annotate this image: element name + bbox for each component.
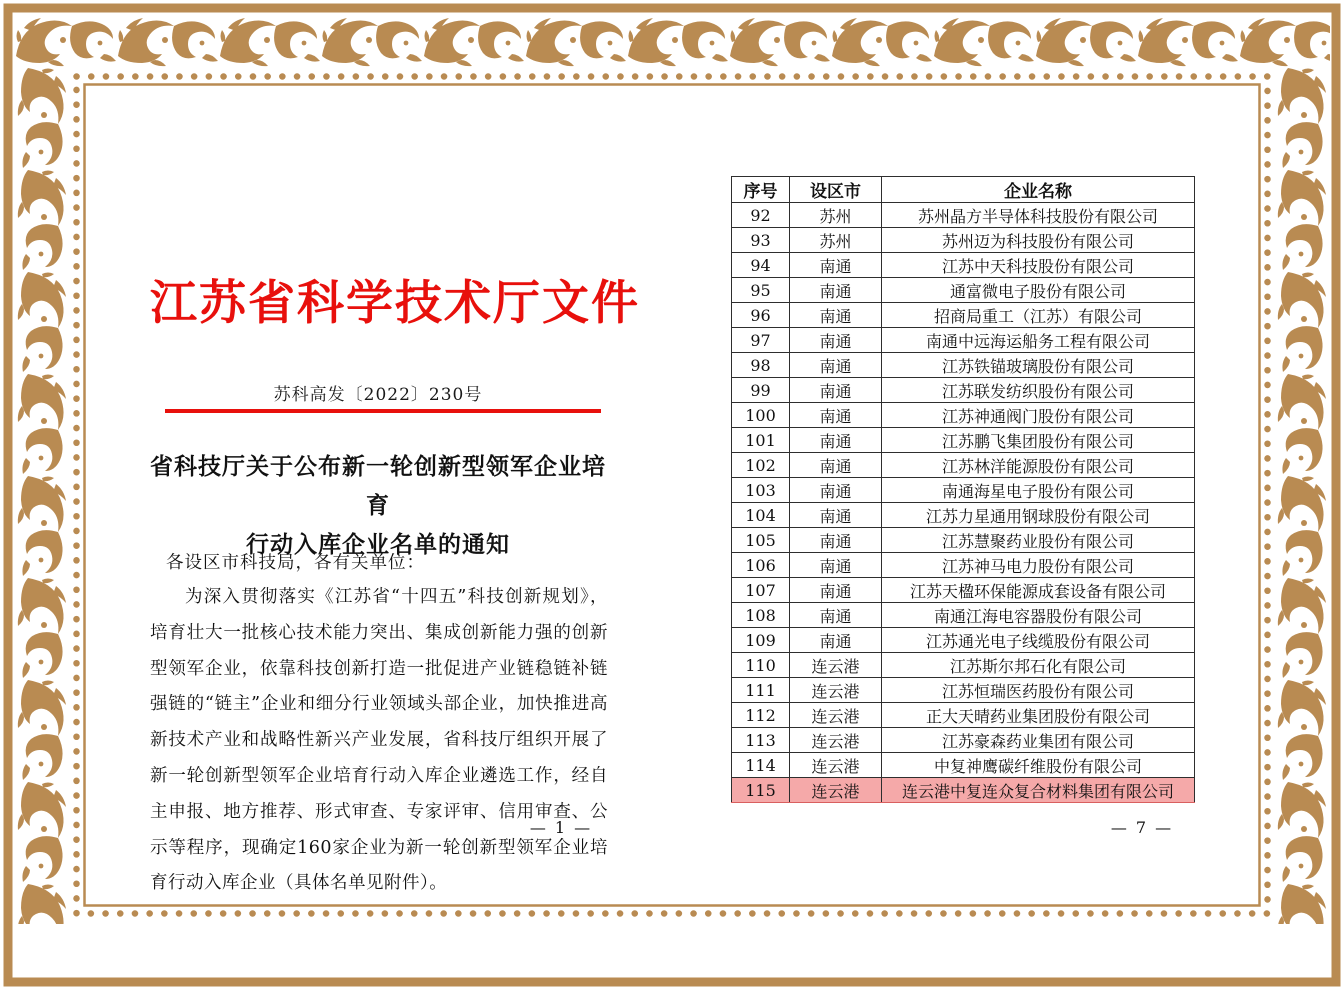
page-number-right: — 7 — [1110, 818, 1174, 837]
company-name-cell: 南通海星电子股份有限公司 [882, 478, 1195, 503]
city-cell: 连云港 [790, 728, 882, 753]
city-cell: 连云港 [790, 703, 882, 728]
table-row [732, 653, 1195, 678]
table-row [732, 578, 1195, 603]
table-row [732, 753, 1195, 778]
company-name-cell: 江苏联发纺织股份有限公司 [882, 378, 1195, 403]
company-name-cell: 江苏铁锚玻璃股份有限公司 [882, 353, 1195, 378]
letterhead-title: 江苏省科学技术厅文件 [150, 276, 640, 331]
city-cell: 南通 [790, 603, 882, 628]
company-name-cell: 江苏通光电子线缆股份有限公司 [882, 628, 1195, 653]
row-number: 97 [732, 328, 790, 353]
table-row [732, 728, 1195, 753]
row-number: 105 [732, 528, 790, 553]
company-name-cell: 江苏林洋能源股份有限公司 [882, 453, 1195, 478]
body-paragraph: 为深入贯彻落实《江苏省“十四五”科技创新规划》，培育壮大一批核心技术能力突出、集成创新能力强的创新型领军企业，依靠科技创新打造一批促进产业链稳链补链强链的“链主”企业和细分行业领域头部企业，加快推进高新技术产业和战略性新兴产业发展，省科技厅组织开展了新一轮创新型领军企业培育行动入库企业遴选工作，经自主申报、地方推荐、形式审查、专家评审、信用审查、公示等程序，现确定160家企业为新一轮创新型领军企业培育行动入库企业（具体名单见附件）。 [150, 587, 608, 894]
company-name-cell: 江苏神马电力股份有限公司 [882, 553, 1195, 578]
table-row [732, 203, 1195, 228]
table-row [732, 678, 1195, 703]
row-number: 106 [732, 553, 790, 578]
company-name-cell: 江苏力星通用钢球股份有限公司 [882, 503, 1195, 528]
table-row [732, 778, 1195, 803]
row-number: 95 [732, 278, 790, 303]
company-table-body [732, 203, 1195, 803]
table-row [732, 353, 1195, 378]
city-cell: 连云港 [790, 653, 882, 678]
notice-title [150, 448, 606, 565]
row-number: 98 [732, 353, 790, 378]
company-name-cell: 通富微电子股份有限公司 [882, 278, 1195, 303]
row-number: 102 [732, 453, 790, 478]
row-number: 101 [732, 428, 790, 453]
company-name-cell: 江苏豪森药业集团有限公司 [882, 728, 1195, 753]
city-cell: 南通 [790, 578, 882, 603]
row-number: 115 [732, 778, 790, 803]
city-cell: 连云港 [790, 778, 882, 803]
row-number: 100 [732, 403, 790, 428]
column-header-1: 设区市 [790, 177, 882, 203]
city-cell: 南通 [790, 503, 882, 528]
row-number: 109 [732, 628, 790, 653]
row-number: 99 [732, 378, 790, 403]
table-row [732, 328, 1195, 353]
city-cell: 南通 [790, 628, 882, 653]
row-number: 107 [732, 578, 790, 603]
notice-title-line-1: 省科技厅关于公布新一轮创新型领军企业培育 [150, 454, 606, 519]
salutation: 各设区市科技局，各有关单位： [166, 553, 425, 573]
document-number: 苏科高发〔2022〕230号 [273, 385, 483, 405]
row-number: 104 [732, 503, 790, 528]
company-name-cell: 南通江海电容器股份有限公司 [882, 603, 1195, 628]
row-number: 114 [732, 753, 790, 778]
table-row [732, 528, 1195, 553]
city-cell: 南通 [790, 453, 882, 478]
table-row [732, 478, 1195, 503]
city-cell: 南通 [790, 528, 882, 553]
table-row [732, 253, 1195, 278]
city-cell: 苏州 [790, 228, 882, 253]
row-number: 112 [732, 703, 790, 728]
table-row [732, 453, 1195, 478]
company-name-cell: 江苏天楹环保能源成套设备有限公司 [882, 578, 1195, 603]
city-cell: 南通 [790, 303, 882, 328]
company-name-cell: 江苏中天科技股份有限公司 [882, 253, 1195, 278]
table-row [732, 228, 1195, 253]
city-cell: 南通 [790, 278, 882, 303]
table-row [732, 378, 1195, 403]
company-table-header [732, 177, 1195, 203]
company-name-cell: 江苏慧聚药业股份有限公司 [882, 528, 1195, 553]
company-name-cell: 连云港中复连众复合材料集团有限公司 [882, 778, 1195, 803]
column-header-0: 序号 [732, 177, 790, 203]
table-row [732, 553, 1195, 578]
notice-title-line-2: 行动入库企业名单的通知 [246, 532, 510, 558]
city-cell: 南通 [790, 478, 882, 503]
city-cell: 南通 [790, 428, 882, 453]
company-table [731, 176, 1195, 803]
city-cell: 苏州 [790, 203, 882, 228]
company-name-cell: 苏州迈为科技股份有限公司 [882, 228, 1195, 253]
row-number: 113 [732, 728, 790, 753]
city-cell: 南通 [790, 553, 882, 578]
company-name-cell: 江苏恒瑞医药股份有限公司 [882, 678, 1195, 703]
row-number: 110 [732, 653, 790, 678]
company-name-cell: 江苏斯尔邦石化有限公司 [882, 653, 1195, 678]
row-number: 93 [732, 228, 790, 253]
city-cell: 连云港 [790, 753, 882, 778]
table-row [732, 403, 1195, 428]
row-number: 108 [732, 603, 790, 628]
table-row [732, 503, 1195, 528]
city-cell: 南通 [790, 253, 882, 278]
company-name-cell: 正大天晴药业集团股份有限公司 [882, 703, 1195, 728]
table-row [732, 628, 1195, 653]
table-row [732, 428, 1195, 453]
row-number: 96 [732, 303, 790, 328]
row-number: 94 [732, 253, 790, 278]
table-row [732, 703, 1195, 728]
company-name-cell: 招商局重工（江苏）有限公司 [882, 303, 1195, 328]
city-cell: 南通 [790, 353, 882, 378]
city-cell: 连云港 [790, 678, 882, 703]
city-cell: 南通 [790, 328, 882, 353]
table-row [732, 603, 1195, 628]
row-number: 111 [732, 678, 790, 703]
table-row [732, 303, 1195, 328]
row-number: 92 [732, 203, 790, 228]
page-number-left: — 1 — [529, 818, 593, 837]
row-number: 103 [732, 478, 790, 503]
column-header-2: 企业名称 [882, 177, 1195, 203]
company-name-cell: 苏州晶方半导体科技股份有限公司 [882, 203, 1195, 228]
company-name-cell: 南通中远海运船务工程有限公司 [882, 328, 1195, 353]
header-row [732, 177, 1195, 203]
company-name-cell: 江苏神通阀门股份有限公司 [882, 403, 1195, 428]
city-cell: 南通 [790, 378, 882, 403]
table-row [732, 278, 1195, 303]
company-name-cell: 江苏鹏飞集团股份有限公司 [882, 428, 1195, 453]
red-separator-rule [165, 409, 601, 413]
company-name-cell: 中复神鹰碳纤维股份有限公司 [882, 753, 1195, 778]
city-cell: 南通 [790, 403, 882, 428]
